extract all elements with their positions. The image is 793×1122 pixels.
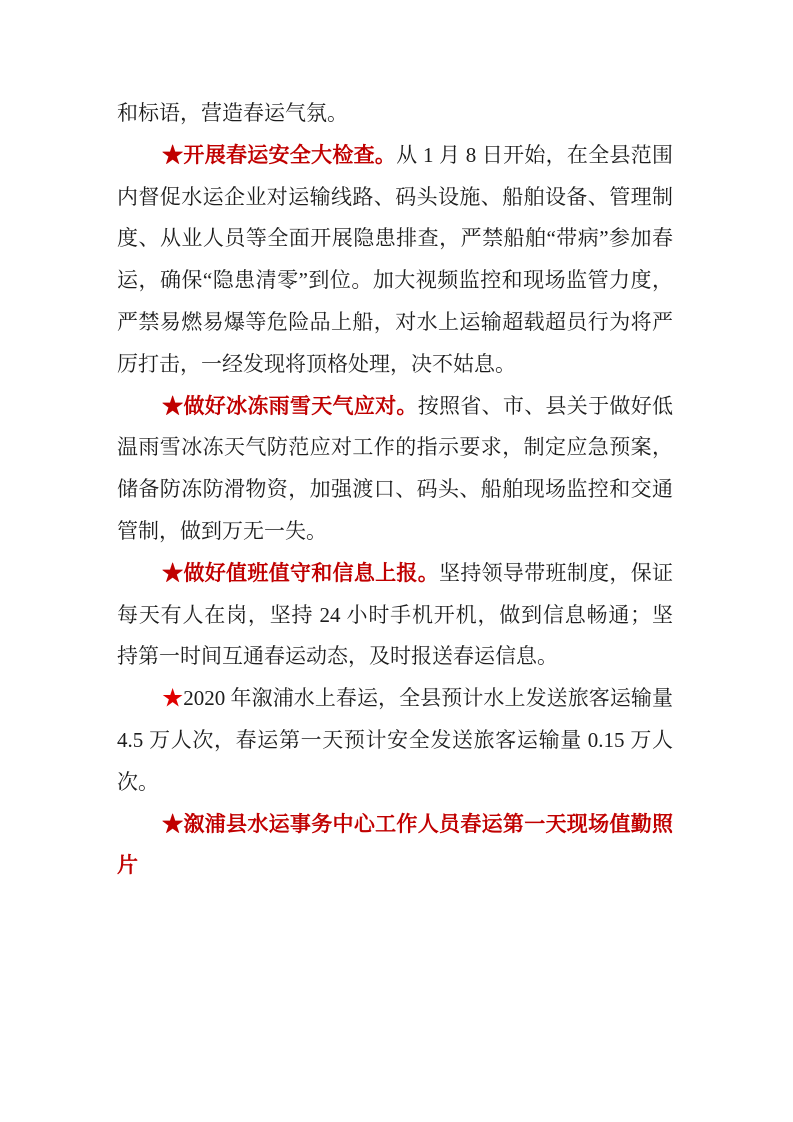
- paragraph-lead: ★做好值班值守和信息上报。: [162, 560, 440, 585]
- paragraph: [117, 93, 673, 135]
- paragraph-text: 按照省、市、县关于做好低温雨雪冰冻天气防范应对工作的指示要求，制定应急预案，储备防冻防滑物资，加强渡口、码头、船舶现场监控和交通管制，做到万无一失。: [117, 393, 673, 543]
- paragraph-text: 坚持领导带班制度，保证每天有人在岗，坚持 24 小时手机开机，做到信息畅通；坚持第一时间互通春运动态，及时报送春运信息。: [117, 560, 674, 669]
- document-body: [117, 93, 673, 887]
- paragraph: [117, 135, 673, 386]
- paragraph: [117, 553, 673, 678]
- star-icon: ★: [162, 686, 184, 711]
- paragraph: [117, 804, 673, 888]
- paragraph-text: 2020 年溆浦水上春运，全县预计水上发送旅客运输量 4.5 万人次，春运第一天预计安全发送旅客运输量 0.15 万人次。: [117, 686, 674, 794]
- paragraph-lead: ★做好冰冻雨雪天气应对。: [162, 393, 418, 418]
- paragraph: [117, 386, 673, 553]
- paragraph-lead: ★开展春运安全大检查。: [162, 142, 397, 167]
- paragraph-text: 和标语，营造春运气氛。: [117, 101, 348, 125]
- red-heading: ★溆浦县水运事务中心工作人员春运第一天现场值勤照片: [117, 811, 673, 878]
- paragraph-text: 从 1 月 8 日开始，在全县范围内督促水运企业对运输线路、码头设施、船舶设备、管理制度、从业人员等全面开展隐患排查，严禁船舶“带病”参加春运，确保“隐患清零”到位。加大视频监控和现场监管力度，严禁易燃易爆等危险品上船，对水上运输超载超员行为将严厉打击，一经发现将顶格处理，决不姑息。: [117, 142, 674, 376]
- paragraph: [117, 678, 673, 803]
